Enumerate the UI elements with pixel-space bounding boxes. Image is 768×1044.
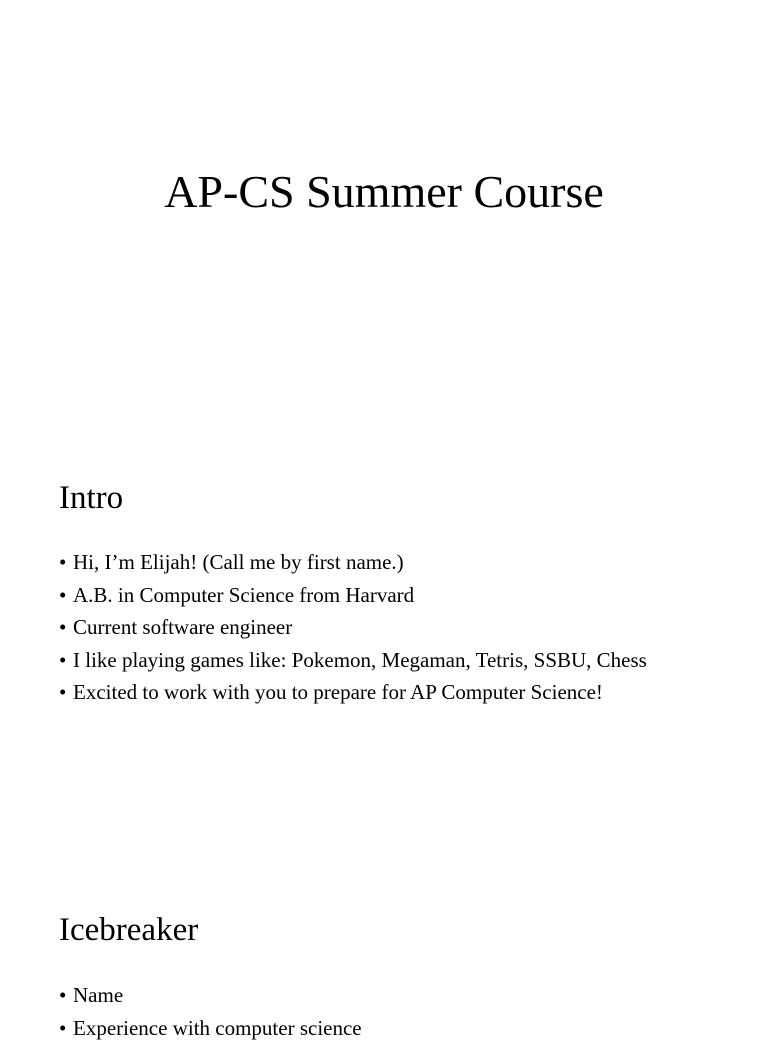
bullet-text: A.B. in Computer Science from Harvard: [73, 583, 414, 607]
bullet-text: Excited to work with you to prepare for AP Computer Science!: [73, 680, 603, 704]
bullet-dot: •: [59, 979, 73, 1012]
list-item: [59, 676, 647, 709]
bullet-text: Hi, I’m Elijah! (Call me by first name.): [73, 550, 404, 574]
intro-heading: Intro: [59, 478, 123, 518]
icebreaker-bullet-list: [59, 979, 362, 1044]
bullet-dot: •: [59, 611, 73, 644]
bullet-dot: •: [59, 676, 73, 709]
bullet-text: Current software engineer: [73, 615, 292, 639]
bullet-text: Name: [73, 983, 123, 1007]
icebreaker-heading: Icebreaker: [59, 910, 198, 950]
bullet-dot: •: [59, 1012, 73, 1044]
bullet-text: I like playing games like: Pokemon, Megaman, Tetris, SSBU, Chess: [73, 648, 647, 672]
title-slide: [0, 0, 768, 410]
list-item: [59, 579, 647, 612]
bullet-dot: •: [59, 644, 73, 677]
list-item: [59, 611, 647, 644]
intro-bullet-list: [59, 546, 647, 709]
bullet-dot: •: [59, 579, 73, 612]
bullet-text: Experience with computer science: [73, 1016, 362, 1040]
list-item: [59, 979, 362, 1012]
course-title: AP-CS Summer Course: [0, 164, 768, 220]
list-item: [59, 644, 647, 677]
icebreaker-slide: [0, 840, 768, 1024]
intro-slide: [0, 410, 768, 840]
bullet-dot: •: [59, 546, 73, 579]
list-item: [59, 546, 647, 579]
list-item: [59, 1012, 362, 1044]
